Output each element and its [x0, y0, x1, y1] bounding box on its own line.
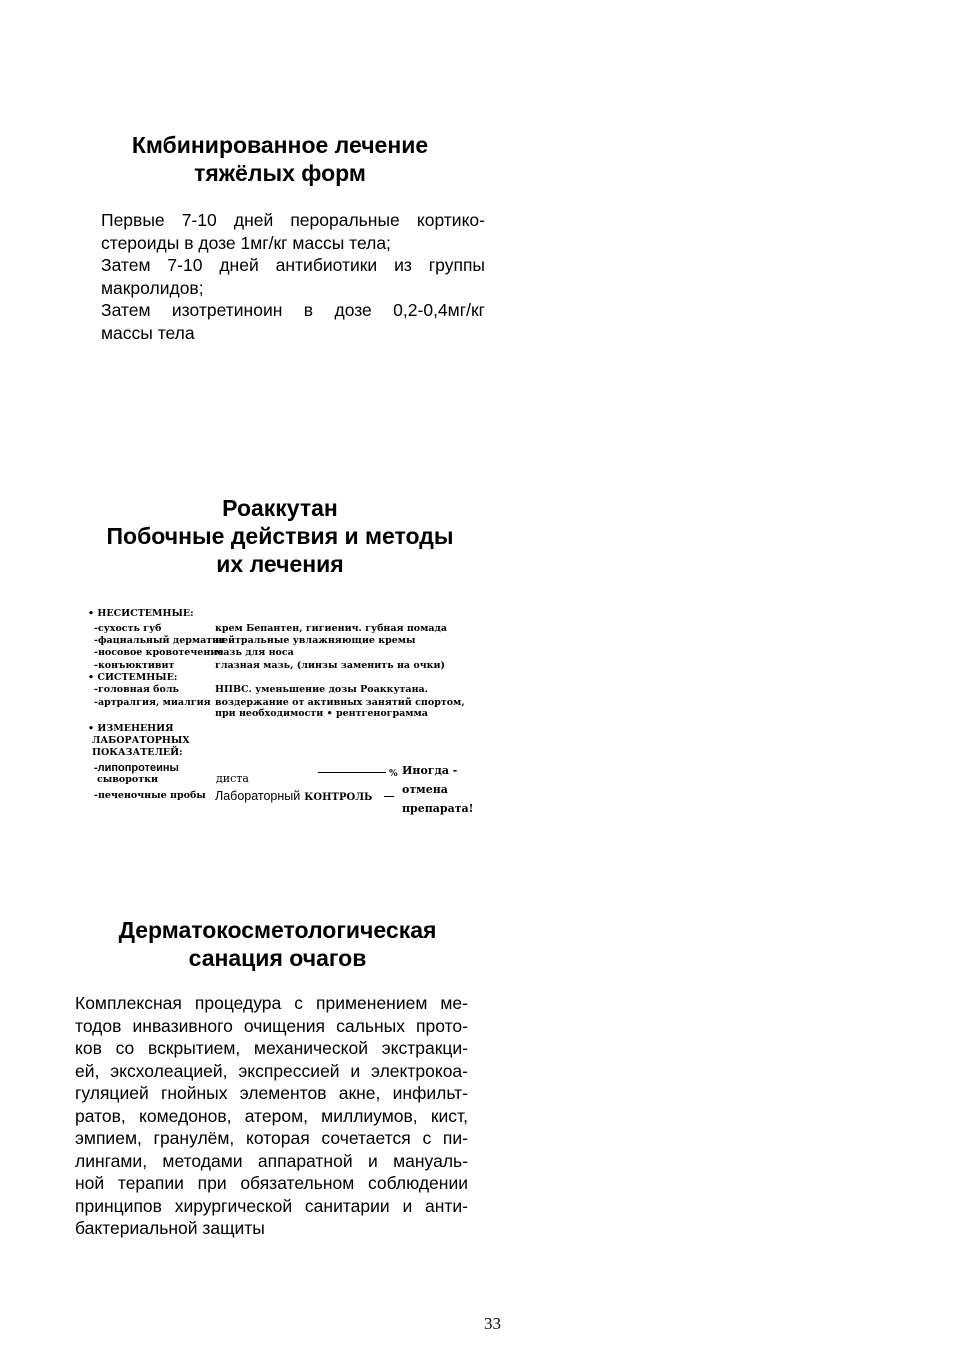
lab-liver: -печеночные пробы	[94, 790, 206, 801]
lab-header-line: ЛАБОРАТОРНЫХ	[92, 735, 190, 746]
section3-line: принципов хирургической санитарии и анти-	[75, 1195, 468, 1216]
treatment: НПВС. уменьшение дозы Роаккутана.	[215, 684, 428, 695]
arrow-line-bottom	[384, 796, 394, 797]
section1-line: стероиды в дозе 1мг/кг массы тела;	[101, 232, 391, 253]
treatment: мазь для носа	[215, 647, 294, 658]
section2-title-line: Роаккутан	[222, 495, 338, 521]
lab-lipo-line: -липопротеины	[94, 762, 179, 774]
section3-line: ной терапии при обязательном соблюдении	[75, 1173, 468, 1193]
sometimes-note	[402, 761, 474, 818]
section2-title-line: их лечения	[216, 551, 344, 577]
lab-control	[215, 787, 372, 805]
section3-line: ей, эксхолеацией, экспрессией и электрокоа-	[75, 1060, 468, 1081]
section1-title-line: тяжёлых форм	[194, 160, 366, 186]
section3-line: эмпием, гранулём, которая сочетается с пи-	[75, 1128, 468, 1148]
lab-lipo-line: сыворотки	[97, 774, 159, 785]
side-effect: -фациальный дерматит	[94, 635, 226, 646]
arrow-mark: %	[389, 769, 398, 779]
section3-line: ков со вскрытием, механической экстракци-	[75, 1038, 468, 1058]
section3-line: Комплексная процедура с применением ме-	[75, 993, 468, 1013]
lab-control-word: Лабораторный	[215, 789, 301, 803]
side-effect: -сухость губ	[94, 623, 162, 634]
section3-body	[75, 992, 468, 1240]
treatment: при необходимости • рентгенограмма	[215, 708, 428, 719]
lab-header	[88, 723, 190, 759]
section1-line: Затем 7-10 дней антибиотики из группы	[101, 255, 485, 275]
treatment: нейтральные увлажняющие кремы	[215, 635, 416, 646]
treatment: воздержание от активных занятий спортом,	[215, 697, 465, 708]
section1-line: макролидов;	[101, 277, 204, 298]
treatment: крем Бепантен, гигиенич. губная помада	[215, 623, 448, 634]
side-effect: -носовое кровотечение	[94, 647, 224, 658]
section2-title	[70, 494, 490, 578]
section1-line: Затем изотретиноин в дозе 0,2-0,4мг/кг	[101, 300, 485, 320]
section1-title	[80, 131, 480, 187]
sometimes-line: препарата!	[402, 802, 474, 815]
treatment: глазная мазь, (линзы заменить на очки)	[215, 660, 446, 671]
systemic-header: • СИСТЕМНЫЕ:	[88, 672, 178, 683]
section3-title	[70, 916, 485, 972]
lab-control-word: КОНТРОЛЬ	[304, 792, 373, 803]
arrow-line-top	[318, 772, 386, 773]
section1-title-line: Кмбинированное лечение	[131, 132, 429, 158]
section1-line: массы тела	[101, 322, 195, 343]
nonsystemic-header: • НЕСИСТЕМНЫЕ:	[88, 608, 194, 619]
sometimes-line: отмена	[402, 783, 448, 796]
page-number: 33	[484, 1314, 501, 1333]
lab-header-line: ПОКАЗАТЕЛЕЙ:	[92, 747, 183, 758]
side-effect: -конъюктивит	[94, 660, 175, 671]
section2-title-line: Побочные действия и методы	[106, 523, 454, 549]
section3-line: гуляцией гнойных элементов акне, инфильт-	[75, 1083, 468, 1103]
section1-line: Первые 7-10 дней пероральные кортико-	[101, 210, 485, 230]
lab-lipo	[94, 762, 179, 786]
section1-body	[101, 209, 485, 344]
section3-line: ратов, комедонов, атером, миллиумов, кист,	[75, 1105, 468, 1126]
section3-line: лингами, методами аппаратной и мануаль-	[75, 1150, 468, 1171]
lab-header-line: • ИЗМЕНЕНИЯ	[88, 723, 174, 734]
sometimes-line: Иногда -	[402, 764, 458, 777]
side-effect: -головная боль	[94, 684, 179, 695]
section3-line: бактериальной защиты	[75, 1218, 265, 1238]
section3-line: тодов инвазивного очищения сальных прото-	[75, 1015, 468, 1036]
section3-title-line: санация очагов	[188, 945, 367, 971]
side-effect: -артралгия, миалгия	[94, 697, 211, 708]
diet-label: диста	[216, 772, 249, 785]
section3-title-line: Дерматокосметологическая	[118, 917, 437, 943]
